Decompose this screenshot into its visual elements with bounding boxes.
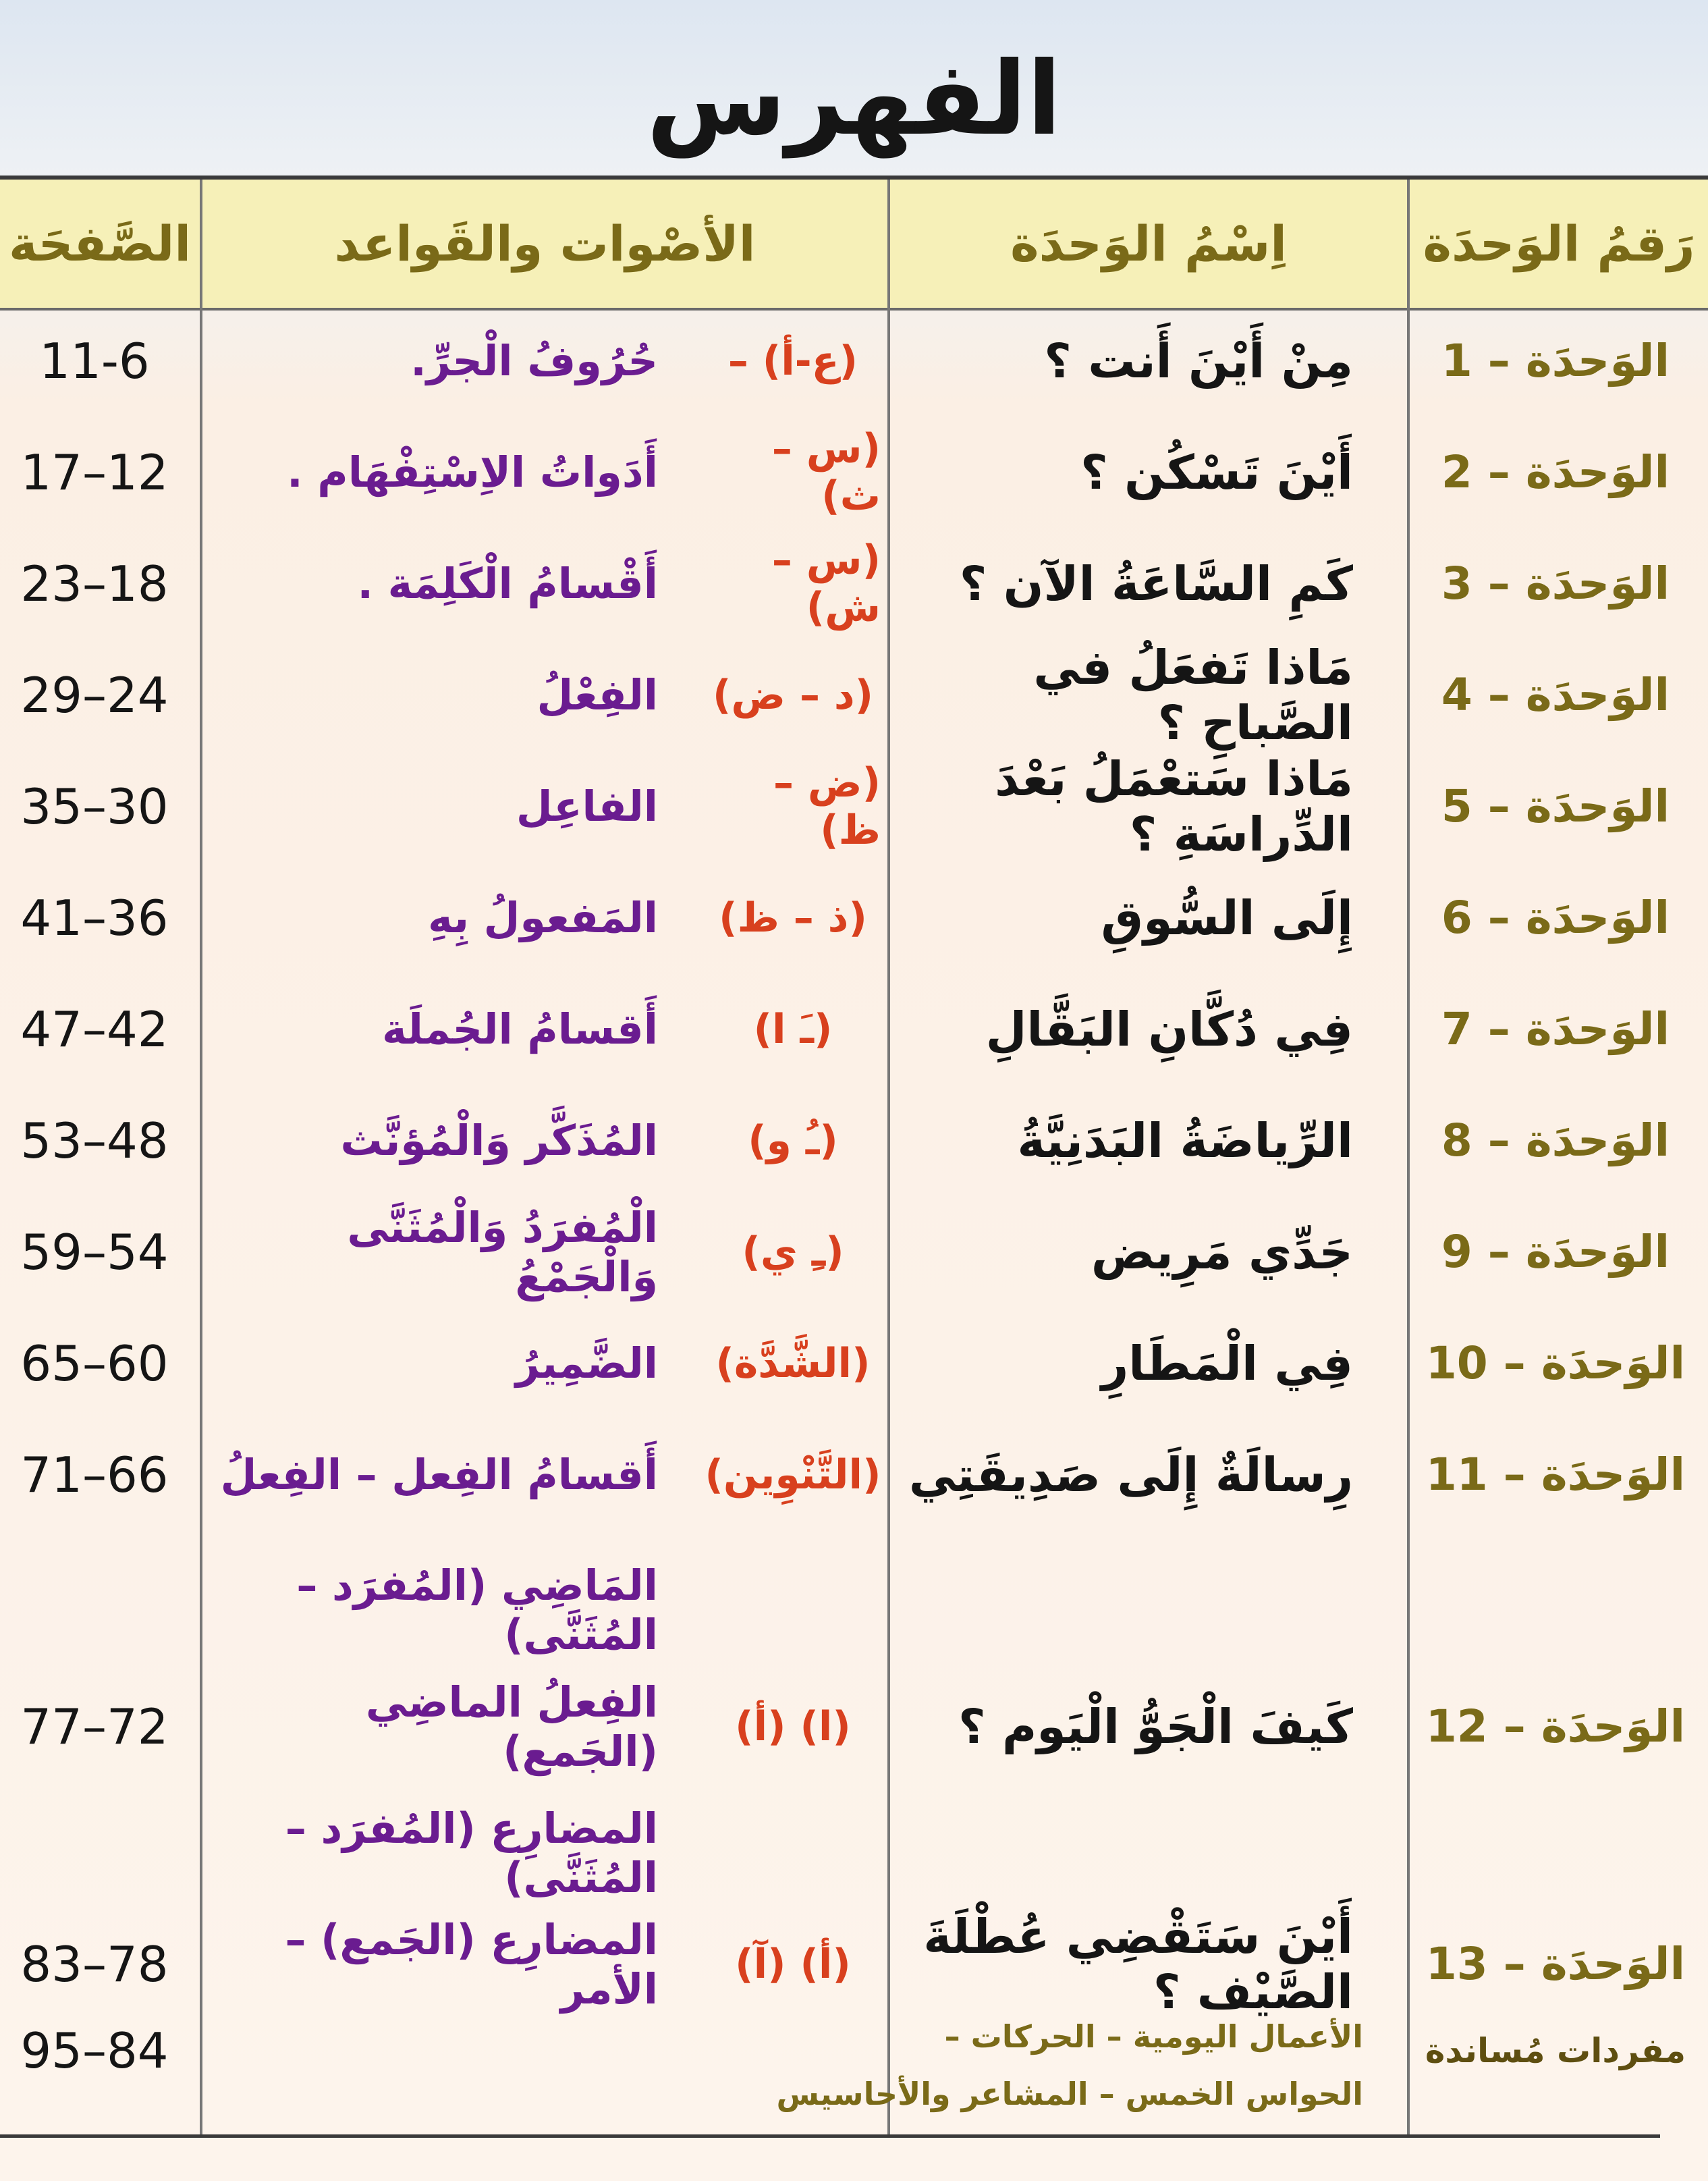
support-pages: 95–84 xyxy=(20,2022,169,2079)
page-range-cell: 35–30 xyxy=(20,778,169,835)
rule-cell xyxy=(216,1196,658,1308)
page-range-cell: 23–18 xyxy=(20,555,169,612)
table-row xyxy=(0,973,1708,1085)
page-range-cell: 29–24 xyxy=(20,666,169,724)
page-range-cell: 11-6 xyxy=(39,332,150,389)
unit-name-cell-text: رِسالَةٌ إِلَى صَدِيقَتِي xyxy=(908,1447,1353,1503)
page-range-cell: 17–12 xyxy=(20,443,169,501)
unit-name-cell xyxy=(894,1308,1353,1419)
rule-cell-text: أَقسامُ الفِعل – الفِعلُ xyxy=(220,1450,658,1499)
rule-cell-text: حُرُوفُ الْجرِّ. xyxy=(410,336,658,385)
rule-cell xyxy=(216,1554,658,1665)
rule-cell-text: المَفعولُ بِهِ xyxy=(428,893,658,942)
page-range-cell xyxy=(0,1797,189,1908)
unit-name-cell xyxy=(894,1671,1353,1782)
rule-cell xyxy=(216,416,658,528)
unit-name-cell-text: الرِّياضَةُ البَدَنِيَّةُ xyxy=(1017,1112,1353,1168)
unit-name-cell-text: فِي الْمَطَارِ xyxy=(1101,1335,1353,1391)
sound-cell: (الشَّدَّة) xyxy=(715,1339,871,1387)
unit-name-cell xyxy=(894,416,1353,528)
rule-cell xyxy=(216,1671,658,1782)
table-row xyxy=(0,416,1708,528)
sound-cell: (ـِ ي) xyxy=(742,1228,844,1276)
sound-cell xyxy=(705,1554,881,1665)
rule-cell-text: الفِعْلُ xyxy=(536,670,658,720)
unit-number-cell xyxy=(1414,1554,1697,1665)
sound-cell: (ع-أ) – xyxy=(727,337,858,385)
rule-cell xyxy=(216,1419,658,1530)
unit-number-cell: الوَحدَة – 8 xyxy=(1441,1114,1670,1166)
bottom-rule xyxy=(0,2134,1660,2138)
unit-name-cell-text: مِنْ أَيْنَ أَنت ؟ xyxy=(1044,333,1353,389)
unit-name-cell xyxy=(894,1419,1353,1530)
sound-cell: (ض – ظ) xyxy=(773,759,881,854)
sound-cell: (ـُ و) xyxy=(748,1116,838,1164)
unit-name-cell xyxy=(894,751,1353,862)
unit-number-cell: الوَحدَة – 13 xyxy=(1425,1938,1686,1990)
table-row xyxy=(0,751,1708,862)
rule-cell-text: المَاضِي (المُفرَد – المُثَنَّى) xyxy=(296,1560,658,1659)
rule-cell xyxy=(216,1085,658,1196)
unit-name-cell-text: جَدِّي مَرِيض xyxy=(1091,1224,1353,1280)
rule-cell xyxy=(216,862,658,973)
unit-name-cell xyxy=(894,1196,1353,1308)
unit-number-cell: الوَحدَة – 11 xyxy=(1425,1449,1686,1501)
rule-cell-text: أَقْسامُ الْكَلِمَة . xyxy=(357,559,658,608)
sound-cell: (س – ث) xyxy=(771,425,881,520)
table-row xyxy=(0,1196,1708,1308)
unit-name-cell xyxy=(894,1797,1353,1908)
support-line-2: الحواس الخمس – المشاعر والأحاسيس xyxy=(776,2076,1363,2112)
table-row xyxy=(0,1671,1708,1782)
sound-cell xyxy=(705,1797,881,1908)
unit-name-cell xyxy=(894,973,1353,1085)
unit-number-cell: الوَحدَة – 6 xyxy=(1441,892,1670,944)
unit-name-cell xyxy=(894,1554,1353,1665)
unit-number-cell: الوَحدَة – 10 xyxy=(1425,1337,1686,1389)
rule-cell-text: الفِعلُ الماضِي (الجَمع) xyxy=(365,1677,658,1776)
rule-cell xyxy=(216,305,658,416)
sound-cell: (ا) (أ) xyxy=(735,1702,851,1750)
header-sounds-rules: الأصْوات والقَواعد xyxy=(334,215,756,272)
unit-name-cell xyxy=(894,305,1353,416)
unit-name-cell-text: مَاذا سَتعْمَلُ بَعْدَ الدِّراسَةِ ؟ xyxy=(995,751,1353,862)
unit-number-cell: الوَحدَة – 5 xyxy=(1441,780,1670,832)
page-range-cell: 47–42 xyxy=(20,1000,169,1058)
unit-number-cell: الوَحدَة – 4 xyxy=(1441,669,1670,721)
table-row xyxy=(0,528,1708,639)
unit-name-cell-text: فِي دُكَّانِ البَقَّالِ xyxy=(985,1001,1353,1057)
sound-cell: (التَّنْوِين) xyxy=(705,1451,881,1499)
table-row xyxy=(0,862,1708,973)
rule-cell-text: الضَّمِيرُ xyxy=(515,1339,658,1388)
unit-name-cell xyxy=(894,1085,1353,1196)
page-range-cell xyxy=(0,1554,189,1665)
rule-cell xyxy=(216,751,658,862)
table-row xyxy=(0,305,1708,416)
sound-cell: (س – ش) xyxy=(771,536,881,631)
table-row xyxy=(0,1797,1708,1908)
unit-number-cell: الوَحدَة – 2 xyxy=(1441,446,1670,498)
page-range-cell: 59–54 xyxy=(20,1223,169,1281)
table-row xyxy=(0,1308,1708,1419)
page-range-cell: 53–48 xyxy=(20,1112,169,1169)
header-unit-number: رَقمُ الوَحدَة xyxy=(1423,215,1695,272)
unit-name-cell xyxy=(894,639,1353,751)
unit-number-cell: الوَحدَة – 3 xyxy=(1441,558,1670,610)
unit-name-cell-text: أَيْنَ سَتَقْضِي عُطْلَةَ الصَّيْف ؟ xyxy=(923,1908,1353,2020)
unit-number-cell xyxy=(1414,1797,1697,1908)
rule-cell-text: المضارِع (الجَمع) – الأمر xyxy=(285,1914,658,2014)
unit-name-cell-text: كَمِ السَّاعَةُ الآن ؟ xyxy=(959,556,1353,612)
rule-cell-text: الفاعِل xyxy=(516,782,658,831)
rule-cell-text: أَدَواتُ الاِسْتِفْهَام . xyxy=(287,448,658,497)
rule-cell xyxy=(216,973,658,1085)
sound-cell: (ـَ ا) xyxy=(753,1005,833,1053)
rule-cell xyxy=(216,639,658,751)
unit-name-cell-text: مَاذا تَفعَلُ في الصَّباحِ ؟ xyxy=(1033,639,1353,751)
page-range-cell: 83–78 xyxy=(20,1935,169,1993)
unit-name-cell xyxy=(894,528,1353,639)
rule-cell xyxy=(216,1797,658,1908)
rule-cell-text: المُذَكَّر وَالْمُؤنَّث xyxy=(340,1116,658,1165)
page-range-cell: 41–36 xyxy=(20,889,169,946)
header-unit-name: اِسْمُ الوَحدَة xyxy=(1010,215,1287,272)
unit-name-cell xyxy=(894,862,1353,973)
rule-cell xyxy=(216,528,658,639)
sound-cell: (ذ – ظ) xyxy=(719,894,867,942)
rule-cell-text: الْمُفرَدُ وَالْمُثَنَّى وَالْجَمْعُ xyxy=(347,1202,658,1301)
unit-number-cell: الوَحدَة – 1 xyxy=(1441,335,1670,387)
page-range-cell: 65–60 xyxy=(20,1335,169,1392)
support-label: مفردات مُساندة xyxy=(1425,2030,1686,2070)
unit-name-cell-text: إِلَى السُّوقِ xyxy=(1101,890,1353,946)
sound-cell: (أ) (آ) xyxy=(735,1940,851,1988)
unit-name-cell-text: أَيْنَ تَسْكُن ؟ xyxy=(1080,444,1353,500)
rule-cell-text: المضارِع (المُفرَد – المُثَنَّى) xyxy=(285,1803,658,1902)
table-row xyxy=(0,639,1708,751)
unit-number-cell: الوَحدَة – 12 xyxy=(1425,1700,1686,1752)
unit-number-cell: الوَحدَة – 9 xyxy=(1441,1226,1670,1278)
page-title: الفهرس xyxy=(646,41,1062,158)
rule-cell-text: أَقسامُ الجُملَة xyxy=(382,1004,658,1054)
table-row xyxy=(0,1419,1708,1530)
page-range-cell: 71–66 xyxy=(20,1446,169,1503)
header-page: الصَّفحَة xyxy=(8,215,192,272)
unit-name-cell-text: كَيفَ الْجَوُّ الْيَوم ؟ xyxy=(958,1698,1353,1754)
page-range-cell: 77–72 xyxy=(20,1698,169,1755)
support-line-1: الأعمال اليومية – الحركات – xyxy=(944,2018,1363,2055)
rule-cell xyxy=(216,1308,658,1419)
table-row xyxy=(0,1085,1708,1196)
sound-cell: (د – ض) xyxy=(712,671,874,719)
table-row xyxy=(0,1554,1708,1665)
unit-number-cell: الوَحدَة – 7 xyxy=(1441,1003,1670,1055)
